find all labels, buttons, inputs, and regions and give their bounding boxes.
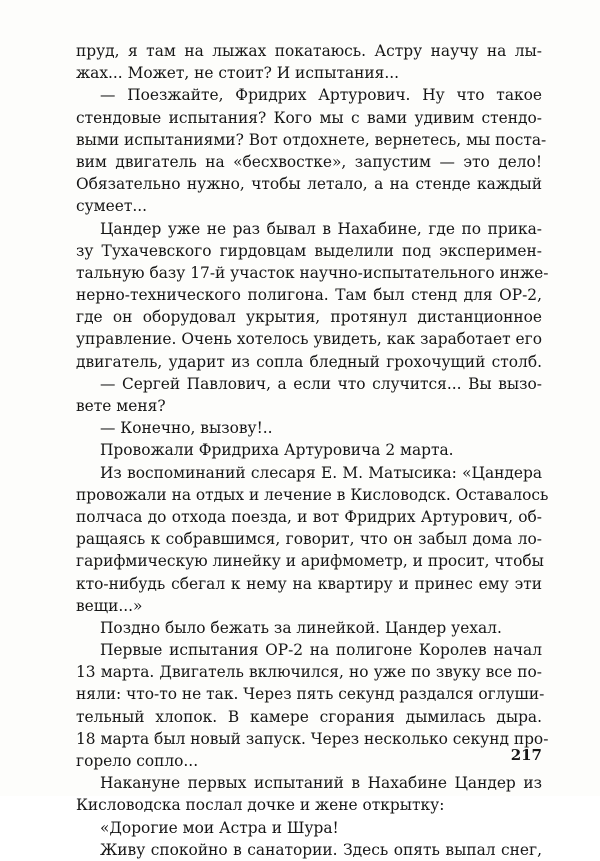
text-line: пруд, я там на лыжах покатаюсь. Астру научу на лы- (76, 42, 542, 60)
text-line: Кисловодска послал дочке и жене открытку: (76, 796, 445, 815)
text-line: — Конечно, вызову!.. (100, 419, 273, 438)
page-number: 217 (510, 746, 542, 764)
text-line: сумеет... (76, 197, 148, 216)
text-line: гарифмическую линейку и арифмометр, и просит, чтобы (76, 552, 544, 571)
text-line: жах... Может, не стоит? И испытания... (76, 64, 400, 83)
text-line: нерно-технического полигона. Там был стенд для ОР-2, (76, 286, 542, 305)
text-line: «Дорогие мои Астра и Шура! (100, 818, 339, 837)
text-line: вим двигатель на «бесхвостке», запустим — это дело! (76, 152, 542, 171)
text-line: кто-нибудь сбегал к нему на квартиру и принес ему эти (76, 574, 542, 593)
text-line: где он оборудовал укрытия, протянул дистанционное (76, 308, 542, 327)
text-line: Первые испытания ОР-2 на полигоне Королев начал (100, 641, 542, 660)
text-line: тальную базу 17-й участок научно-испытательного инже- (76, 263, 549, 282)
text-line: Живу спокойно в санатории. Здесь опять выпал снег, (100, 840, 542, 859)
text-line: Обязательно нужно, чтобы летало, а на стенде каждый (76, 175, 542, 194)
text-line: тельный хлопок. В камере сгорания дымилась дыра. (76, 707, 542, 726)
text-line: полчаса до отхода поезда, и вот Фридрих Артурович, об- (76, 507, 542, 526)
text-line: — Поезжайте, Фридрих Артурович. Ну что такое (100, 86, 542, 105)
text-line: провожали на отдых и лечение в Кисловодск. Оставалось (76, 485, 549, 504)
text-line: двигатель, ударит из сопла бледный грохочущий столб. (76, 352, 542, 371)
text-line: няли: что-то не так. Через пять секунд раздался оглуши- (76, 685, 545, 704)
text-line: — Сергей Павлович, а если что случится... Вы вызо- (100, 374, 542, 393)
text-line: 18 марта был новый запуск. Через несколько секунд про- (76, 729, 549, 748)
text-line: Из воспоминаний слесаря Е. М. Матысика: «Цандера (100, 463, 542, 482)
text-line: управление. Очень хотелось увидеть, как заработает его (76, 330, 542, 349)
text-line: выми испытаниями? Вот отдохнете, вернетесь, мы поста- (76, 130, 547, 149)
text-line: вещи...» (76, 596, 143, 615)
text-line: вете меня? (76, 397, 166, 415)
text-line: ращаясь к собравшимся, говорит, что он забыл дома ло- (76, 530, 542, 549)
text-line: зу Тухачевского гирдовцам выделили под эксперимен- (76, 241, 542, 260)
text-line: 13 марта. Двигатель включился, но уже по звуку все по- (76, 663, 542, 682)
text-line: Накануне первых испытаний в Нахабине Цандер из (100, 774, 542, 793)
text-line: Поздно было бежать за линейкой. Цандер уехал. (100, 618, 502, 637)
text-line: горело сопло... (76, 752, 199, 770)
body-text (76, 40, 549, 861)
text-line: Цандер уже не раз бывал в Нахабине, где по прика- (100, 219, 542, 238)
text-line: Провожали Фридриха Артуровича 2 марта. (100, 441, 454, 460)
text-line: стендовые испытания? Кого мы с вами удивим стендо- (76, 108, 542, 127)
